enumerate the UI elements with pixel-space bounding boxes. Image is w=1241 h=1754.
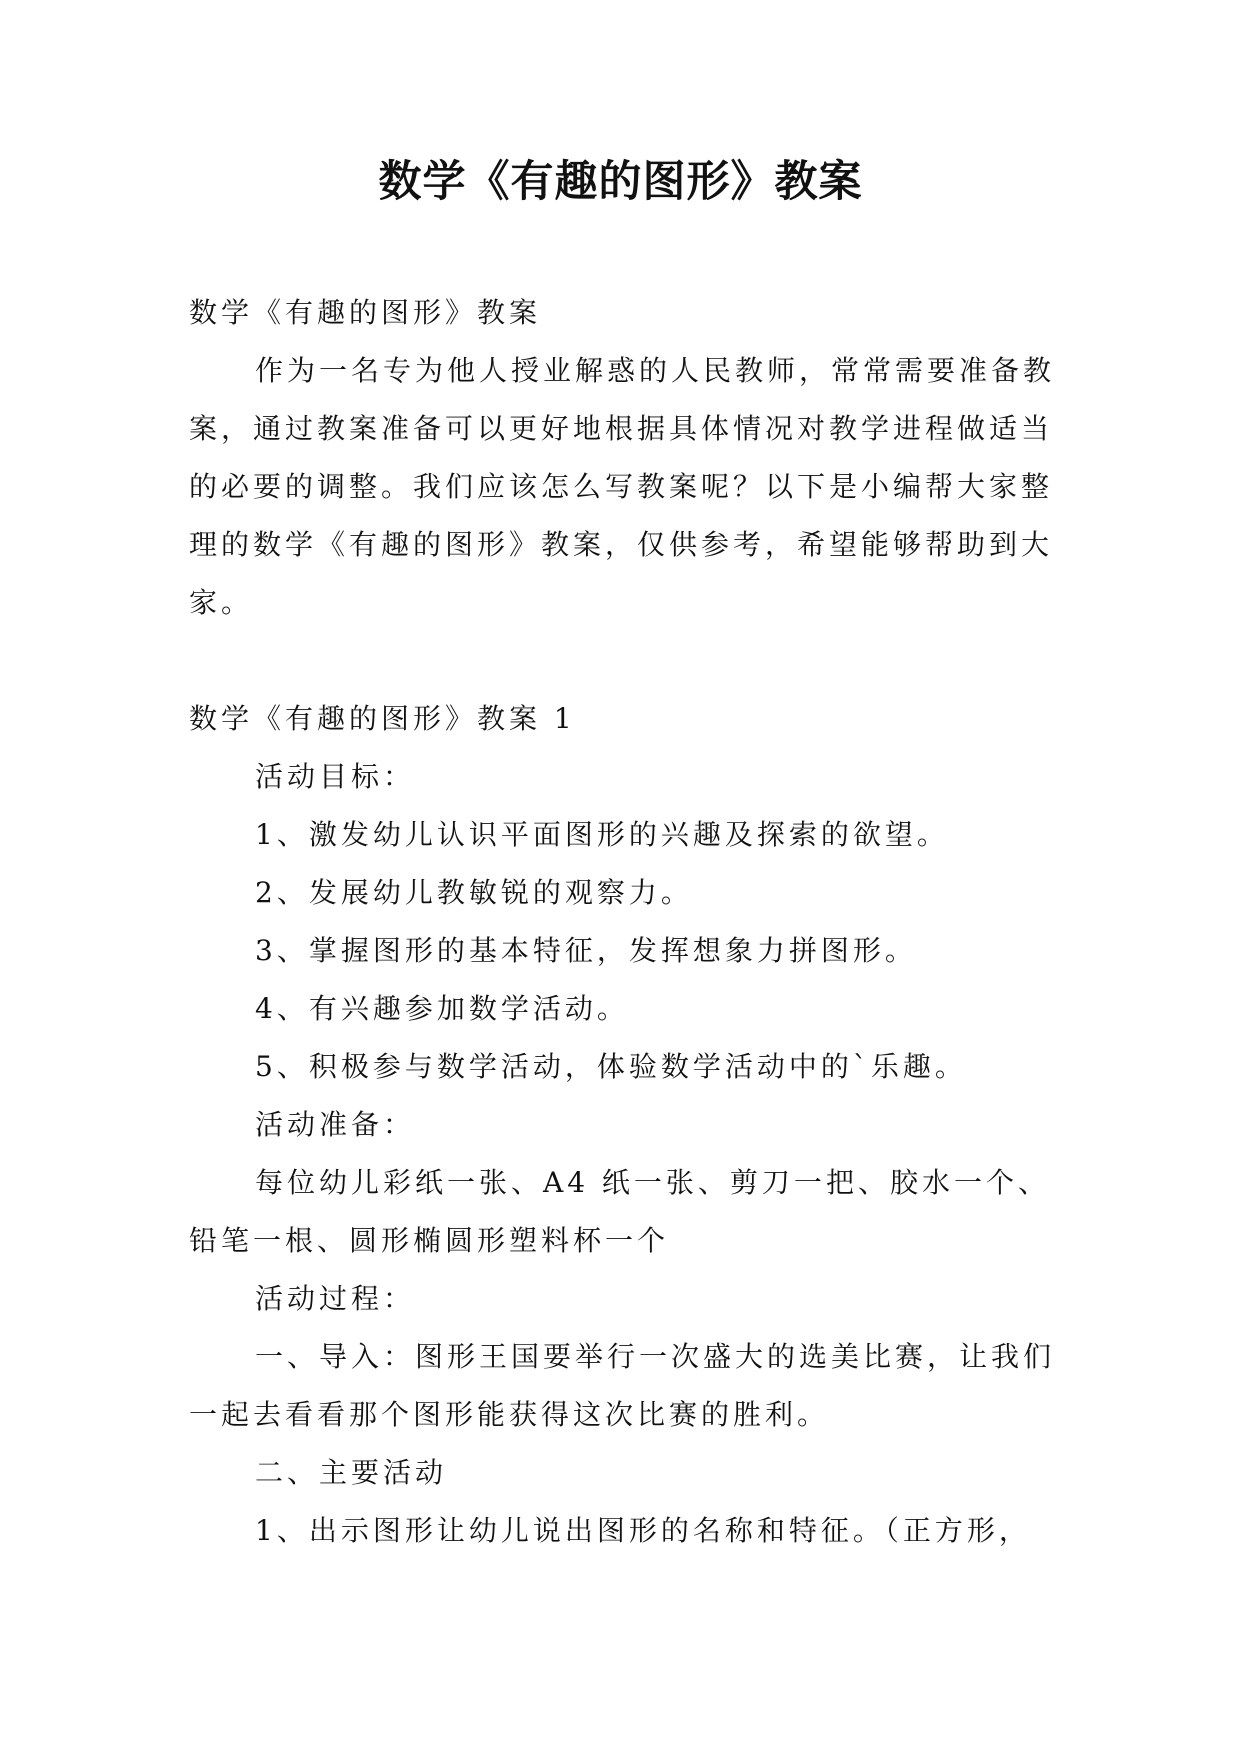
objectives-heading: 活动目标： [255, 760, 416, 793]
process-heading: 活动过程： [255, 1282, 416, 1315]
intro-heading: 数学《有趣的图形》教案 [189, 296, 542, 329]
preparation-paragraph: 每位幼儿彩纸一张、A4 纸一张、剪刀一把、胶水一个、铅笔一根、圆形椭圆形塑料杯一个 [189, 1166, 1050, 1257]
activity-step: 1、出示图形让幼儿说出图形的名称和特征。（正方形， [255, 1514, 1031, 1547]
main-activity-heading: 二、主要活动 [255, 1456, 448, 1489]
section-spacer [189, 632, 1079, 690]
preparation-heading: 活动准备： [255, 1108, 416, 1141]
objective-item: 2、发展幼儿教敏锐的观察力。 [255, 876, 693, 909]
document-body [189, 284, 1079, 1560]
document-title: 数学《有趣的图形》教案 [378, 157, 863, 207]
intro-paragraph: 作为一名专为他人授业解惑的人民教师，常常需要准备教案，通过教案准备可以更好地根据具体情况对教学进程做适当的必要的调整。我们应该怎么写教案呢？以下是小编帮大家整理的数学《有趣的图形》教案，仅供参考，希望能够帮助到大家。 [189, 354, 1056, 619]
objective-item: 4、有兴趣参加数学活动。 [255, 992, 629, 1025]
objective-item: 5、积极参与数学活动，体验数学活动中的`乐趣。 [255, 1050, 967, 1083]
objective-item: 1、激发幼儿认识平面图形的兴趣及探索的欲望。 [255, 818, 949, 851]
section-heading: 数学《有趣的图形》教案 1 [189, 702, 576, 735]
objective-item: 3、掌握图形的基本特征，发挥想象力拼图形。 [255, 934, 917, 967]
process-paragraph: 一、导入：图形王国要举行一次盛大的选美比赛，让我们一起去看看那个图形能获得这次比赛的胜利。 [189, 1340, 1056, 1431]
